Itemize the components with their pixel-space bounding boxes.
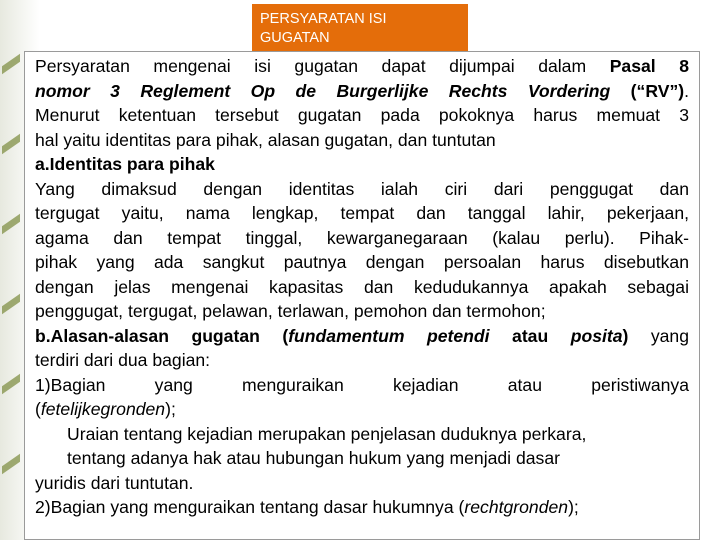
text-line: tentang adanya hak atau hubungan hukum yang menjadi dasar (67, 448, 560, 468)
text-line: penggugat, tergugat, pelawan, terlawan, pemohon dan termohon; (35, 301, 546, 321)
text-line: tergugat yaitu, nama lengkap, tempat dan tanggal lahir, pekerjaan, (35, 203, 689, 223)
text-line: pihak yang ada sangkut pautnya dengan persoalan harus disebutkan (35, 252, 689, 272)
text-line: Menurut ketentuan tersebut gugatan pada pokoknya harus memuat 3 (35, 105, 689, 125)
text-line: Persyaratan mengenai isi gugatan dapat dijumpai dalam Pasal 8 (35, 56, 690, 76)
bold-italic-reference: nomor 3 Reglement Op de Burgerlijke Rechts Vordering (35, 80, 611, 101)
section-heading-a: a.Identitas para pihak (35, 154, 215, 174)
text-line: hal yaitu identitas para pihak, alasan gugatan, dan tuntutan (35, 129, 496, 150)
bold-reference: Pasal 8 (609, 56, 690, 76)
text-line: terdiri dari dua bagian: (35, 350, 211, 370)
text-line: (fetelijkegronden); (35, 399, 176, 419)
text-line: Yang dimaksud dengan identitas ialah ciri dari penggugat dan (35, 178, 689, 199)
text-line: Uraian tentang kejadian merupakan penjelasan duduknya perkara, (67, 423, 587, 444)
text-line: dengan jelas mengenai kapasitas dan kedudukannya apakah sebagai (35, 276, 689, 297)
text-line: 2)Bagian yang menguraikan tentang dasar hukumnya (rechtgronden); (35, 497, 579, 517)
slide-body (24, 51, 700, 540)
section-heading-b: b.Alasan-alasan gugatan (fundamentum petendi atau posita) yang (35, 325, 690, 346)
text-line: agama dan tempat tinggal, kewarganegaraan (kalau perlu). Pihak- (35, 227, 689, 248)
text-line: nomor 3 Reglement Op de Burgerlijke Rechts Vordering (“RV”). (35, 80, 689, 101)
text-line: 1)Bagian yang menguraikan kejadian atau peristiwanya (35, 374, 689, 395)
slide-title: PERSYARATAN ISI GUGATAN (252, 4, 468, 62)
text-line: yuridis dari tuntutan. (35, 472, 194, 493)
